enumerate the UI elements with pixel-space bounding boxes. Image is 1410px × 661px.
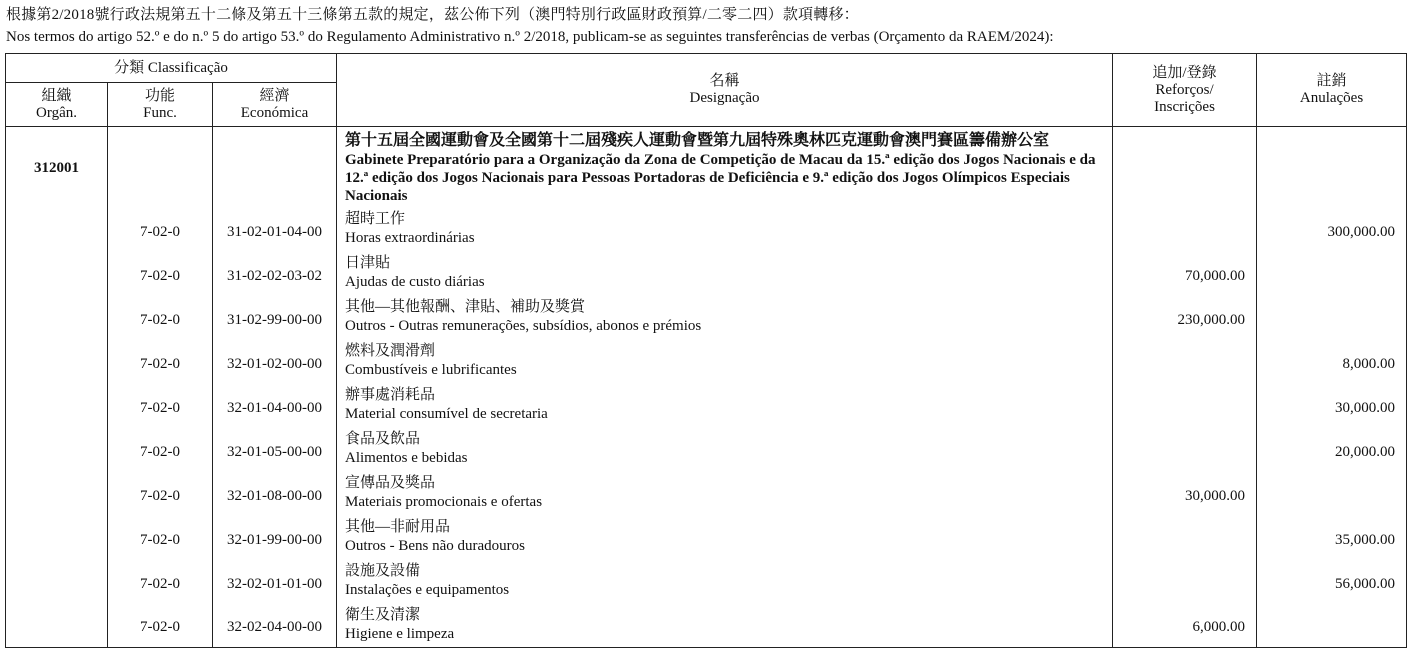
cancellation-amount: 8,000.00 — [1257, 339, 1407, 383]
organ-cell — [6, 339, 108, 383]
function-code: 7-02-0 — [108, 339, 213, 383]
cancellation-amount — [1257, 251, 1407, 295]
item-name-zh: 燃料及潤滑劑 — [345, 343, 436, 359]
header-reinforcements — [1113, 54, 1257, 127]
organ-cell — [6, 251, 108, 295]
function-code: 7-02-0 — [108, 251, 213, 295]
item-name-zh: 超時工作 — [345, 211, 406, 227]
cancellation-amount — [1257, 603, 1407, 647]
table-row — [6, 339, 1407, 383]
cancellation-amount — [1257, 295, 1407, 339]
organ-cell — [6, 427, 108, 471]
table-row — [6, 207, 1407, 251]
table-row — [6, 559, 1407, 603]
item-designation — [337, 383, 1113, 427]
economic-code: 32-01-04-00-00 — [213, 383, 337, 427]
organ-cell — [6, 559, 108, 603]
economic-code: 32-01-05-00-00 — [213, 427, 337, 471]
item-designation — [337, 339, 1113, 383]
organ-cell — [6, 207, 108, 251]
economic-code: 32-02-04-00-00 — [213, 603, 337, 647]
reinforcement-amount — [1113, 207, 1257, 251]
table-row — [6, 251, 1407, 295]
function-code: 7-02-0 — [108, 383, 213, 427]
function-code: 7-02-0 — [108, 295, 213, 339]
function-code: 7-02-0 — [108, 603, 213, 647]
header-reinforcements-zh: 追加/登錄 — [1152, 64, 1217, 81]
header-reinforcements-pt1: Reforços/ — [1155, 81, 1214, 98]
header-economic-zh: 經濟 — [259, 87, 290, 104]
header-classification: 分類 Classificação — [6, 54, 337, 83]
header-function-zh: 功能 — [144, 87, 175, 104]
item-name-pt: Instalações e equipamentos — [345, 582, 510, 598]
header-designation — [337, 54, 1113, 127]
item-name-zh: 衛生及清潔 — [345, 607, 421, 623]
reinforcement-amount: 70,000.00 — [1113, 251, 1257, 295]
item-designation — [337, 471, 1113, 515]
function-code: 7-02-0 — [108, 427, 213, 471]
entity-name-pt: Gabinete Preparatório para a Organização da Zona de Competição de Macau da 15.ª edição dos Jogos Nacionais e da 12.ª edição dos Jogos Nacionais para Pessoas Portadoras de Deficiência e 9.ª edição dos Jogos Olímpicos Especiais Nacionais — [345, 152, 1096, 204]
economic-code: 32-01-99-00-00 — [213, 515, 337, 559]
budget-transfer-table — [5, 53, 1407, 648]
item-name-pt: Alimentos e bebidas — [345, 450, 468, 466]
intro-portuguese: Nos termos do artigo 52.º e do n.º 5 do artigo 53.º do Regulamento Administrativo n.º 2/2018, publicam-se as seguintes transferências de verbas (Orçamento da RAEM/2024): — [6, 29, 1054, 45]
reinforcement-amount: 230,000.00 — [1113, 295, 1257, 339]
item-name-zh: 日津貼 — [345, 255, 391, 271]
item-name-zh: 宣傳品及獎品 — [345, 475, 436, 491]
header-organ — [6, 83, 108, 127]
organ-cell — [6, 295, 108, 339]
item-name-zh: 其他—非耐用品 — [345, 519, 451, 535]
intro-chinese: 根據第2/2018號行政法規第五十二條及第五十三條第五款的規定，茲公佈下列（澳門特別行政區財政預算/二零二四）款項轉移： — [6, 7, 859, 23]
economic-code: 32-02-01-01-00 — [213, 559, 337, 603]
header-economic — [213, 83, 337, 127]
header-economic-pt: Económica — [240, 104, 309, 121]
item-name-pt: Higiene e limpeza — [345, 626, 455, 642]
economic-code: 31-02-02-03-02 — [213, 251, 337, 295]
header-designation-zh: 名稱 — [709, 73, 740, 89]
header-cancellations-zh: 註銷 — [1316, 73, 1347, 89]
item-designation — [337, 603, 1113, 647]
item-name-pt: Outros - Bens não duradouros — [345, 538, 525, 554]
table-row — [6, 295, 1407, 339]
cancellation-amount: 35,000.00 — [1257, 515, 1407, 559]
header-function-pt: Func. — [143, 104, 177, 121]
item-designation — [337, 515, 1113, 559]
item-name-pt: Ajudas de custo diárias — [345, 274, 485, 290]
organ-cell — [6, 603, 108, 647]
header-cancellations-pt: Anulações — [1299, 90, 1364, 106]
economic-code: 31-02-99-00-00 — [213, 295, 337, 339]
header-cancellations — [1257, 54, 1407, 127]
organ-code: 312001 — [6, 127, 108, 208]
reinforcement-amount — [1113, 427, 1257, 471]
cancellation-amount: 56,000.00 — [1257, 559, 1407, 603]
item-designation — [337, 427, 1113, 471]
item-name-pt: Horas extraordinárias — [345, 230, 475, 246]
item-name-zh: 辦事處消耗品 — [345, 387, 436, 403]
header-designation-pt: Designação — [689, 90, 760, 106]
economic-code: 32-01-02-00-00 — [213, 339, 337, 383]
reinforcement-amount — [1113, 383, 1257, 427]
reinforcement-amount: 6,000.00 — [1113, 603, 1257, 647]
table-row — [6, 383, 1407, 427]
item-name-pt: Material consumível de secretaria — [345, 406, 548, 422]
cancellation-amount — [1257, 471, 1407, 515]
item-name-pt: Outros - Outras remunerações, subsídios, abonos e prémios — [345, 318, 702, 334]
function-code: 7-02-0 — [108, 471, 213, 515]
header-organ-pt: Orgân. — [36, 104, 77, 121]
item-name-zh: 其他—其他報酬、津貼、補助及獎賞 — [345, 299, 586, 315]
item-name-pt: Combustíveis e lubrificantes — [345, 362, 517, 378]
item-name-pt: Materiais promocionais e ofertas — [345, 494, 543, 510]
organ-cell — [6, 515, 108, 559]
cancellation-amount: 300,000.00 — [1257, 207, 1407, 251]
item-name-zh: 設施及設備 — [345, 563, 421, 579]
entity-name — [337, 127, 1113, 208]
organ-cell — [6, 471, 108, 515]
table-row — [6, 471, 1407, 515]
economic-code: 32-01-08-00-00 — [213, 471, 337, 515]
reinforcement-amount: 30,000.00 — [1113, 471, 1257, 515]
header-reinforcements-pt2: Inscrições — [1154, 98, 1215, 115]
cancellation-amount: 20,000.00 — [1257, 427, 1407, 471]
reinforcement-amount — [1113, 559, 1257, 603]
entity-name-zh: 第十五屆全國運動會及全國第十二屆殘疾人運動會暨第九屆特殊奧林匹克運動會澳門賽區籌備辦公室 — [345, 132, 1050, 149]
header-function — [108, 83, 213, 127]
organ-cell — [6, 383, 108, 427]
reinforcement-amount — [1113, 515, 1257, 559]
item-designation — [337, 251, 1113, 295]
table-row — [6, 515, 1407, 559]
function-code: 7-02-0 — [108, 515, 213, 559]
header-organ-zh: 組織 — [41, 87, 72, 104]
table-row — [6, 603, 1407, 647]
entity-row — [6, 127, 1407, 208]
item-designation — [337, 559, 1113, 603]
item-name-zh: 食品及飲品 — [345, 431, 421, 447]
item-designation — [337, 295, 1113, 339]
item-designation — [337, 207, 1113, 251]
table-row — [6, 427, 1407, 471]
function-code: 7-02-0 — [108, 207, 213, 251]
reinforcement-amount — [1113, 339, 1257, 383]
function-code: 7-02-0 — [108, 559, 213, 603]
economic-code: 31-02-01-04-00 — [213, 207, 337, 251]
cancellation-amount: 30,000.00 — [1257, 383, 1407, 427]
